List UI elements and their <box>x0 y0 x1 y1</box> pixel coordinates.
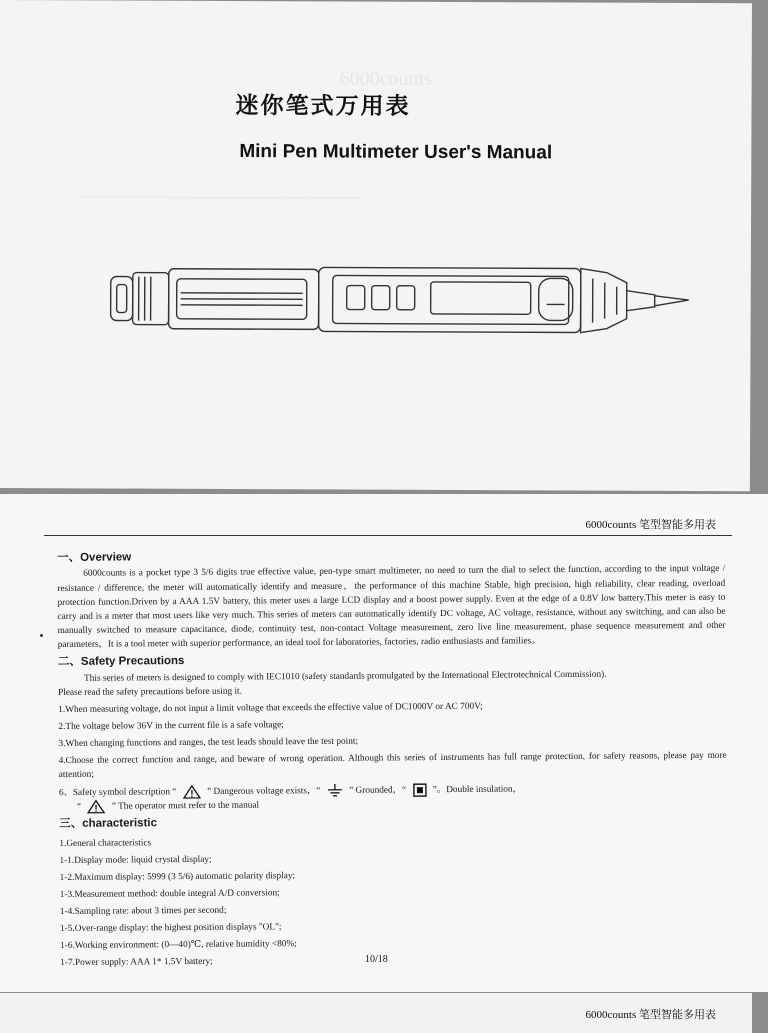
characteristic-item: 1-6.Working environment: (0—40)℃, relative humidity <80%; <box>60 934 728 953</box>
characteristic-item: 1-2.Maximum display: 5999 (3 5/6) automatic polarity display; <box>60 866 728 885</box>
ground-icon <box>327 783 343 797</box>
title-chinese: 迷你笔式万用表 <box>235 87 410 121</box>
bleed-through: —————————————————————————— <box>79 190 365 203</box>
margin-dot <box>40 634 43 637</box>
characteristic-item: 1.General characteristics <box>59 831 727 850</box>
characteristic-item: 1-4.Sampling rate: about 3 times per second; <box>60 900 728 919</box>
symbol-ground-text: ” Grounded，“ <box>349 785 406 795</box>
safety-item: 1.When measuring voltage, do not input a limit voltage that exceeds the effective value of DC1000V or AC 700V; <box>58 698 726 717</box>
overview-text: 6000counts is a pocket type 3 5/6 digits true effective value, pen-type smart multimeter, no need to turn the dial to select the function, according to the input voltage / resistance / difference, the meter will automatically identify and measure，the performance of this machine Stable, high precision, high reliability, clear reading, overload protection function.Driven by a AAA 1.5V battery, this meter uses a large LCD display and a boost power supply. Even at the edge of a 0.8V low battery.This meter is easy to carry and is a meter that most users like very much. This series of meters can automatically identify DC voltage, AC voltage, resistance, without any switching, and can also be manually switched to measure capacitance, diode, continuity test, non-contact Voltage measurement, zero live line measurement, phase sequence measurement and other parameters，It is a tool meter with superior performance, an ideal tool for laboratories, factories, radio enthusiasts and families。 <box>57 562 726 652</box>
overview-heading: 一、Overview <box>57 545 725 568</box>
safety-item: 2.The voltage below 36V in the current file is a safe voltage; <box>58 715 726 734</box>
safety-heading: 二、Safety Precautions <box>58 649 726 672</box>
warning-triangle-icon <box>87 799 105 813</box>
safety-read-first: Please read the safety precautions before using it. <box>58 681 726 700</box>
header-rule <box>44 535 732 536</box>
page-header: 6000counts 笔型智能多用表 <box>586 516 716 532</box>
double-insulation-icon <box>412 783 426 797</box>
characteristic-item: 1-5.Over-range display: the highest position displays "OL"; <box>60 917 728 936</box>
next-page-header: 6000counts 笔型智能多用表 <box>586 1006 716 1022</box>
pen-multimeter-illustration <box>107 262 697 345</box>
characteristic-item: 1-7.Power supply: AAA 1* 1.5V battery; <box>60 951 728 970</box>
bleed-through: 6000counts <box>340 67 432 90</box>
page-number: 10/18 <box>365 954 388 965</box>
cover-sheet <box>0 0 752 491</box>
characteristic-item: 1-1.Display mode: liquid crystal display; <box>59 848 727 867</box>
symbol-danger-text: ” Dangerous voltage exists，“ <box>207 786 320 797</box>
warning-triangle-icon <box>183 784 201 798</box>
safety-intro: This series of meters is designed to comply with IEC1010 (safety standards promulgated by the International Electrotechnical Commission). <box>58 666 726 685</box>
manual-line-open: “ <box>77 802 81 812</box>
characteristic-item: 1-3.Measurement method: double integral A/D conversion; <box>60 883 728 902</box>
page-body <box>57 543 728 971</box>
characteristic-heading: 三、characteristic <box>59 811 727 834</box>
symbol-line-prefix: 6、Safety symbol description “ <box>59 787 177 798</box>
title-english: Mini Pen Multimeter User's Manual <box>239 141 552 164</box>
symbol-double-text: ”。Double insulation， <box>433 784 522 795</box>
safety-item: 4.Choose the correct function and range, and beware of wrong operation. Although this series of instruments has full range protection, for safety reasons, please pay more attention; <box>59 749 727 782</box>
safety-item: 3.When changing functions and ranges, the test leads should leave the test point; <box>58 732 726 751</box>
manual-line-text: ” The operator must refer to the manual <box>112 800 259 811</box>
